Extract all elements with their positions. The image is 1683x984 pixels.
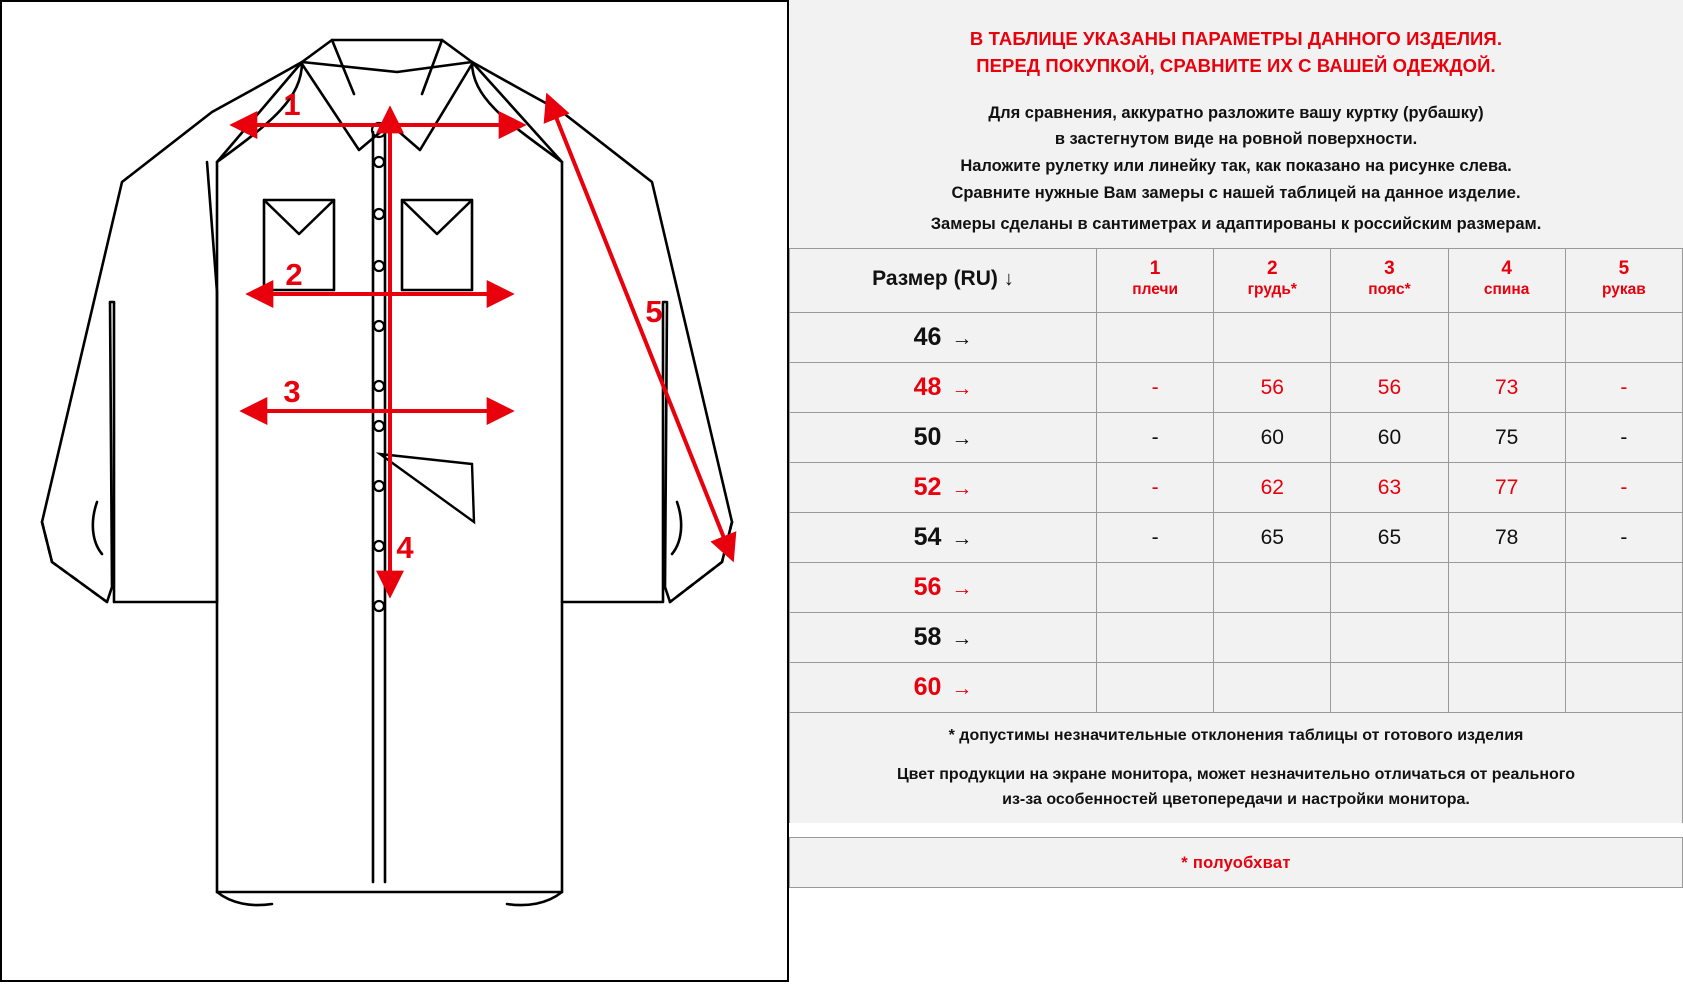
header-size-label: Размер (RU) xyxy=(872,267,998,291)
right-pocket xyxy=(402,200,472,290)
table-row xyxy=(790,513,1683,563)
header-col-5-label: рукав xyxy=(1601,281,1646,299)
cell-5: - xyxy=(1565,363,1682,413)
row-size-value: 56 xyxy=(913,573,942,602)
notice-body-line-3: Наложите рулетку или линейку так, как показано на рисунке слева. xyxy=(960,157,1512,176)
cell-4 xyxy=(1448,613,1565,663)
cell-4: 75 xyxy=(1448,413,1565,463)
row-size-value: 46 xyxy=(913,323,942,352)
row-size-cell xyxy=(790,313,1097,363)
row-size-value: 48 xyxy=(913,373,942,402)
header-col-4-num: 4 xyxy=(1501,257,1512,279)
halfspan-note xyxy=(789,837,1683,888)
arrow-5-sleeve xyxy=(548,97,732,558)
cell-4 xyxy=(1448,563,1565,613)
cell-3: 60 xyxy=(1331,413,1448,463)
header-col-1-label: плечи xyxy=(1132,281,1178,299)
cell-3 xyxy=(1331,313,1448,363)
cell-1: - xyxy=(1097,513,1214,563)
row-size-value: 52 xyxy=(913,473,942,502)
cell-5: - xyxy=(1565,513,1682,563)
cell-2 xyxy=(1214,613,1331,663)
cell-4: 78 xyxy=(1448,513,1565,563)
table-row xyxy=(790,313,1683,363)
header-col-4 xyxy=(1448,248,1565,313)
dimension-label-3: 3 xyxy=(283,374,301,409)
cell-2: 56 xyxy=(1214,363,1331,413)
row-size-cell xyxy=(790,463,1097,513)
dimension-label-5: 5 xyxy=(645,294,663,329)
header-col-5-num: 5 xyxy=(1618,257,1630,279)
notice-title-line-1: В ТАБЛИЦЕ УКАЗАНЫ ПАРАМЕТРЫ ДАННОГО ИЗДЕЛИЯ. xyxy=(969,28,1503,49)
notice-body xyxy=(807,100,1665,207)
row-size-value: 60 xyxy=(913,673,942,702)
dimension-label-2: 2 xyxy=(285,257,303,292)
cell-4 xyxy=(1448,663,1565,713)
cell-4: 77 xyxy=(1448,463,1565,513)
footnote-tolerance: * допустимы незначительные отклонения таблицы от готового изделия xyxy=(948,727,1524,745)
cell-4: 73 xyxy=(1448,363,1565,413)
cell-1: - xyxy=(1097,413,1214,463)
cell-3: 65 xyxy=(1331,513,1448,563)
header-col-3 xyxy=(1331,248,1448,313)
row-arrow: → xyxy=(951,377,973,401)
notice-units-line: Замеры сделаны в сантиметрах и адаптированы к российским размерам. xyxy=(930,214,1542,233)
table-row xyxy=(790,663,1683,713)
cell-5 xyxy=(1565,613,1682,663)
row-size-cell xyxy=(790,413,1097,463)
cell-3 xyxy=(1331,613,1448,663)
cell-5 xyxy=(1565,313,1682,363)
cell-1 xyxy=(1097,313,1214,363)
footnotes-block xyxy=(789,713,1683,823)
row-size-value: 54 xyxy=(913,523,942,552)
right-pocket-flap xyxy=(402,200,472,234)
cell-3 xyxy=(1331,563,1448,613)
row-arrow: → xyxy=(951,677,973,701)
row-arrow: → xyxy=(951,527,973,551)
back-flap-detail xyxy=(380,454,474,522)
halfspan-note-text: * полуобхват xyxy=(1181,853,1291,872)
row-size-cell xyxy=(790,513,1097,563)
row-arrow: → xyxy=(951,427,973,451)
notice-body-line-1: Для сравнения, аккуратно разложите вашу куртку (рубашку) xyxy=(988,103,1484,122)
bottom-spacer xyxy=(789,888,1683,982)
row-arrow: → xyxy=(951,477,973,501)
hem-corners xyxy=(217,892,562,905)
cell-5: - xyxy=(1565,463,1682,513)
shirt-diagram xyxy=(2,2,791,984)
row-arrow: → xyxy=(951,627,973,651)
illustration-panel xyxy=(0,0,789,982)
row-size-value: 58 xyxy=(913,623,942,652)
cell-2: 62 xyxy=(1214,463,1331,513)
cell-1 xyxy=(1097,613,1214,663)
cell-4 xyxy=(1448,313,1565,363)
size-table xyxy=(789,248,1683,714)
cell-5 xyxy=(1565,563,1682,613)
cell-1: - xyxy=(1097,363,1214,413)
right-sleeve-outline xyxy=(472,62,732,602)
right-cuff-detail xyxy=(672,502,681,554)
header-col-1-num: 1 xyxy=(1149,257,1161,279)
notice-body-line-4: Сравните нужные Вам замеры с нашей таблицей на данное изделие. xyxy=(951,183,1521,202)
cell-5: - xyxy=(1565,413,1682,463)
left-cuff-top xyxy=(42,522,107,602)
table-row xyxy=(790,563,1683,613)
cell-5 xyxy=(1565,663,1682,713)
cell-2: 60 xyxy=(1214,413,1331,463)
row-arrow: → xyxy=(951,327,973,351)
header-size-arrow: ↓ xyxy=(1003,268,1014,291)
cell-2 xyxy=(1214,313,1331,363)
dimension-label-1: 1 xyxy=(283,87,301,122)
notice-body-line-2: в застегнутом виде на ровной поверхности. xyxy=(1054,130,1418,149)
footnote-color-line-2: из-за особенностей цветопередачи и настройки монитора. xyxy=(1002,791,1470,809)
cell-1 xyxy=(1097,663,1214,713)
header-col-2-label: грудь* xyxy=(1247,281,1297,299)
header-size-cell xyxy=(790,248,1097,313)
info-panel xyxy=(789,0,1683,982)
cell-2 xyxy=(1214,563,1331,613)
cell-3 xyxy=(1331,663,1448,713)
header-col-2 xyxy=(1214,248,1331,313)
collar-outline xyxy=(302,40,472,150)
row-size-cell xyxy=(790,363,1097,413)
row-size-value: 50 xyxy=(913,423,942,452)
footnote-color-line-1: Цвет продукции на экране монитора, может незначительно отличаться от реального xyxy=(896,766,1576,784)
header-col-3-label: пояс* xyxy=(1368,281,1411,299)
measurement-arrows xyxy=(234,97,732,594)
row-arrow: → xyxy=(951,577,973,601)
cell-2 xyxy=(1214,663,1331,713)
row-size-cell xyxy=(790,663,1097,713)
front-placket xyxy=(373,132,385,882)
footnote-color xyxy=(804,763,1668,813)
table-row xyxy=(790,613,1683,663)
table-row xyxy=(790,463,1683,513)
left-cuff-detail xyxy=(93,502,102,554)
cell-3: 63 xyxy=(1331,463,1448,513)
cell-1 xyxy=(1097,563,1214,613)
header-col-3-num: 3 xyxy=(1384,257,1395,279)
notice-title-line-2: ПЕРЕД ПОКУПКОЙ, СРАВНИТЕ ИХ С ВАШЕЙ ОДЕЖДОЙ. xyxy=(976,54,1496,76)
cell-1: - xyxy=(1097,463,1214,513)
header-col-4-label: спина xyxy=(1483,281,1530,299)
header-col-2-num: 2 xyxy=(1266,257,1278,279)
left-pocket-flap xyxy=(264,200,334,234)
table-header-row xyxy=(790,248,1683,313)
dimension-label-4: 4 xyxy=(396,530,414,565)
cell-3: 56 xyxy=(1331,363,1448,413)
row-size-cell xyxy=(790,613,1097,663)
cell-2: 65 xyxy=(1214,513,1331,563)
notice-title xyxy=(807,26,1665,80)
notice-block xyxy=(789,0,1683,248)
table-row xyxy=(790,413,1683,463)
header-col-5 xyxy=(1565,248,1682,313)
row-size-cell xyxy=(790,563,1097,613)
table-row xyxy=(790,363,1683,413)
left-sleeve-outline xyxy=(42,62,302,602)
header-col-1 xyxy=(1097,248,1214,313)
